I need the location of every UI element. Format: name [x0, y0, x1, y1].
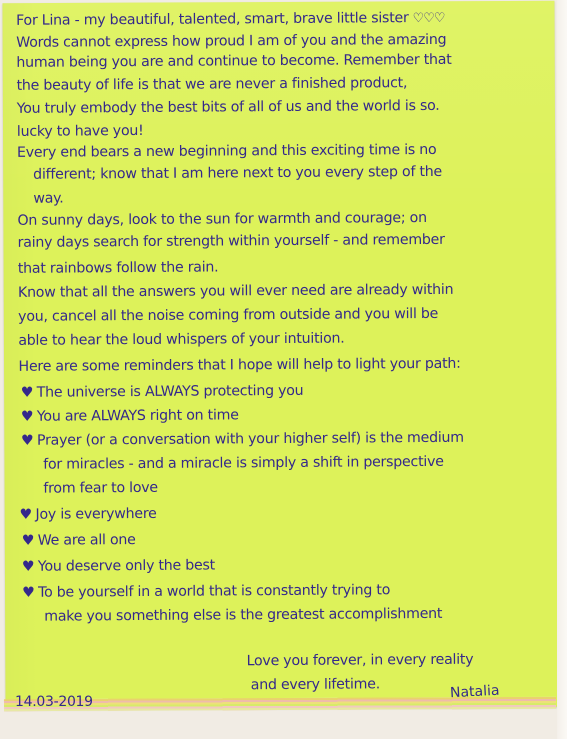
letter-line: the beauty of life is that we are never a finished product, [16, 75, 408, 94]
reminder-item: ♥ Prayer (or a conversation with your higher self) is the medium [20, 429, 464, 449]
heart-bullet-icon: ♥ [20, 384, 34, 401]
reminder-item: ♥ You deserve only the best [21, 557, 215, 575]
letter-line: able to hear the loud whispers of your intuition. [18, 330, 345, 349]
scan-right-edge [557, 0, 567, 739]
letter-line: human being you are and continue to become. Remember that [16, 51, 452, 71]
reminder-item: ♥ We are all one [21, 532, 136, 549]
heart-bullet-icon: ♥ [20, 432, 34, 449]
reminder-continuation: for miracles - and a miracle is simply a shift in perspective [43, 453, 444, 473]
date-stamp: 14.03-2019 [15, 694, 93, 710]
letter-line: different; know that I am here next to you every step of the [33, 163, 443, 183]
reminder-continuation: from fear to love [43, 479, 158, 497]
letter-line: that rainbows follow the rain. [17, 259, 219, 277]
heart-bullet-icon: ♥ [20, 408, 34, 425]
greeting-line [16, 11, 445, 28]
letter-line: Every end bears a new beginning and this exciting time is no [16, 141, 437, 161]
closing-line: Love you forever, in every reality [246, 651, 474, 670]
reminder-item: ♥ You are ALWAYS right on time [20, 407, 239, 425]
greeting-text: For Lina - my beautiful, talented, smart, brave little sister [16, 10, 409, 29]
letter-line: rainy days search for strength within yourself - and remember [17, 231, 445, 251]
reminder-item: ♥ Joy is everywhere [19, 505, 157, 523]
letter-line: On sunny days, look to the sun for warmth and courage; on [17, 209, 427, 229]
heart-bullet-icon: ♥ [22, 584, 35, 601]
letter-line: way. [33, 190, 64, 207]
heart-bullet-icon: ♥ [19, 506, 33, 523]
heart-bullet-icon: ♥ [21, 558, 35, 575]
letter-line: You truly embody the best bits of all of us and the world is so. [16, 97, 440, 117]
letter-line: lucky to have you! [16, 122, 144, 140]
reminder-item: ♥ To be yourself in a world that is constantly trying to [22, 582, 391, 601]
reminder-item: ♥ The universe is ALWAYS protecting you [20, 382, 304, 401]
reminder-continuation: make you something else is the greatest accomplishment [44, 605, 443, 625]
letter-line: Here are some reminders that I hope will help to light your path: [18, 355, 461, 375]
letter-line: you, cancel all the noise coming from outside and you will be [18, 305, 439, 325]
letter-line: Words cannot express how proud I am of you and the amazing [16, 31, 447, 51]
closing-line: and every lifetime. [250, 676, 380, 694]
letter-line: Know that all the answers you will ever need are already within [17, 281, 454, 301]
heart-bullet-icon: ♥ [21, 532, 35, 549]
hearts-doodle: ♡♡♡ [412, 10, 445, 27]
signature: Natalia [449, 682, 500, 702]
